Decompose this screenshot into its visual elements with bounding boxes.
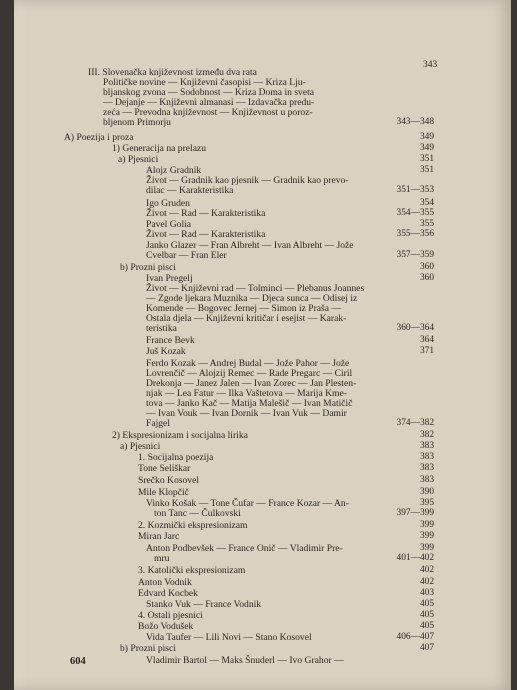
toc-line: 2) Ekspresionizam i socijalna lirika [112,430,248,441]
toc-line: a) Pjesnici [120,441,161,452]
toc-page-ref: 357—359 [396,250,434,260]
toc-page-ref: 360—364 [396,323,434,333]
toc-page-ref: 399 [419,543,434,553]
toc-line: Pavel Golia [146,219,192,230]
toc-line: Tone Seliškar [138,463,191,474]
toc-line: Vladimir Bartol — Maks Šnuderl — Ivo Grahor — [146,655,344,666]
toc-line: njak — Lea Fatur — Ilka Vaštetova — Marija Kme- [146,388,347,399]
page-number-bottom: 604 [70,656,86,667]
toc-page-ref: 360 [419,262,434,272]
toc-line: Život — Rad — Karakteristika [146,229,266,240]
toc-page-ref: 405 [419,599,434,609]
toc-line: a) Pjesnici [118,154,159,165]
toc-line: A) Poezija i proza [64,132,134,143]
toc-page-ref: 405 [419,610,434,620]
toc-page-ref: 382 [419,430,434,440]
toc-line: Ivan Pregelj [146,273,193,284]
book-page [14,0,511,690]
toc-page-ref: 397—399 [396,508,434,518]
toc-page-ref: 349 [419,132,434,142]
toc-page-ref: 355—356 [396,229,434,239]
toc-line: Alojz Gradnik [146,165,202,176]
toc-page-ref: 395 [419,498,434,508]
toc-line: tova — Janko Kač — Matija Malešič — Ivan Matičič [146,398,353,409]
toc-line: zeća — Prevodna književnost — Književnost u poroz- [103,107,313,118]
toc-line: Političke novine — Književni časopisi — Kriza Lju- [103,77,306,88]
toc-page-ref: 399 [419,531,434,541]
toc-page-ref: 354 [419,198,434,208]
toc-page-ref: 343—348 [396,117,434,127]
toc-line: Anton Vodnik [138,577,192,588]
toc-page-ref: 364 [419,335,434,345]
toc-line: Stanko Vuk — France Vodnik [146,599,262,610]
toc-line: Vinko Košak — Tone Čufar — France Kozar — An- [146,498,349,509]
toc-line: France Bevk [146,335,195,346]
toc-page-ref: 351—353 [396,185,434,195]
toc-line: Igo Gruden [146,198,190,209]
toc-line: b) Prozni pisci [120,262,176,273]
toc-page-ref: 402 [419,565,434,575]
toc-line: 3. Katolički ekspresionizam [138,565,246,576]
toc-line: Fajgel [146,418,170,429]
toc-line: Život — Književni rad — Tolminci — Plebanus Joannes [146,283,365,294]
toc-page-ref: 407 [419,643,434,653]
toc-page-ref: 351 [419,165,434,175]
toc-page-ref: 403 [419,588,434,598]
toc-page-ref: 354—355 [396,208,434,218]
toc-line: 2. Kozmički ekspresionizam [138,520,248,531]
toc-line: Božo Vodušek [138,621,194,632]
toc-page-ref: 390 [419,487,434,497]
toc-line: bljenom Primorju [103,117,171,128]
toc-page-ref: 383 [419,441,434,451]
toc-line: Ferdo Kozak — Andrej Budal — Jože Pahor — Jože [146,358,350,369]
toc-page-ref: 383 [419,475,434,485]
toc-page-ref: 383 [419,452,434,462]
toc-line: Cvelbar — Fran Eler [146,250,227,261]
toc-line: Drekonja — Janez Jalen — Ivan Zorec — Jan Plesten- [146,378,357,389]
toc-line: Komende — Bogovec Jernej — Simon iz Praša — [146,303,342,314]
toc-line: 1. Socijalna poezija [138,452,214,463]
toc-line: Život — Rad — Karakteristika [146,208,266,219]
toc-line: — Zgode ljekara Muznika — Djeca sunca — Odisej iz [146,293,358,304]
toc-line: III. Slovenačka književnost između dva rata [88,67,257,78]
toc-line: 4. Ostali pjesnici [138,610,203,621]
toc-line: Mile Klopčič [138,487,189,498]
toc-page-ref: 371 [419,346,434,356]
toc-line: Ostala djela — Književni kritičar i esejist — Karak- [146,313,347,324]
toc-page-ref: 406—407 [396,632,434,642]
toc-page-ref: 351 [419,154,434,164]
toc-page-ref: 374—382 [396,418,434,428]
toc-line: b) Prozni pisci [120,643,176,654]
toc-line: — Dejanje — Književni almanasi — Izdavačka predu- [103,97,315,108]
toc-line: Lovrenčič — Alojzij Remec — Rade Pregarc — Ciril [146,368,353,379]
toc-line: Janko Glazer — Fran Albreht — Ivan Albreht — Jože [146,240,354,251]
toc-line: bljanskog zvona — Sodobnost — Kriza Doma in sveta [103,87,315,98]
toc-page-ref: 401—402 [396,553,434,563]
toc-page-ref: 349 [419,143,434,153]
toc-line: — Ivan Vouk — Ivan Dornik — Ivan Vuk — Damir [146,408,347,419]
toc-line: 1) Generacija na prelazu [112,143,207,154]
toc-line: ton Tanc — Čulkovski [154,508,241,519]
toc-line: Juš Kozak [146,346,186,357]
toc-page-ref: 405 [419,621,434,631]
toc-page-ref: 402 [419,577,434,587]
toc-line: Vida Taufer — Lili Novi — Stano Kosovel [146,632,312,643]
toc-line: Srečko Kosovel [138,475,200,486]
page-number-top: 343 [423,60,438,70]
toc-line: Anton Podbevšek — France Onič — Vladimir Pre- [146,543,343,554]
toc-line: Edvard Kocbek [138,588,198,599]
toc-line: teristika [146,323,177,334]
toc-page-ref: 399 [419,520,434,530]
toc-line: Život — Gradnik kao pjesnik — Gradnik kao prevo- [146,175,349,186]
toc-page-ref: 360 [419,273,434,283]
toc-line: mru [154,553,170,564]
toc-page-ref: 355 [419,219,434,229]
toc-line: Miran Jarc [138,531,180,542]
toc-line: dilac — Karakteristika [146,185,234,196]
toc-page-ref: 383 [419,463,434,473]
